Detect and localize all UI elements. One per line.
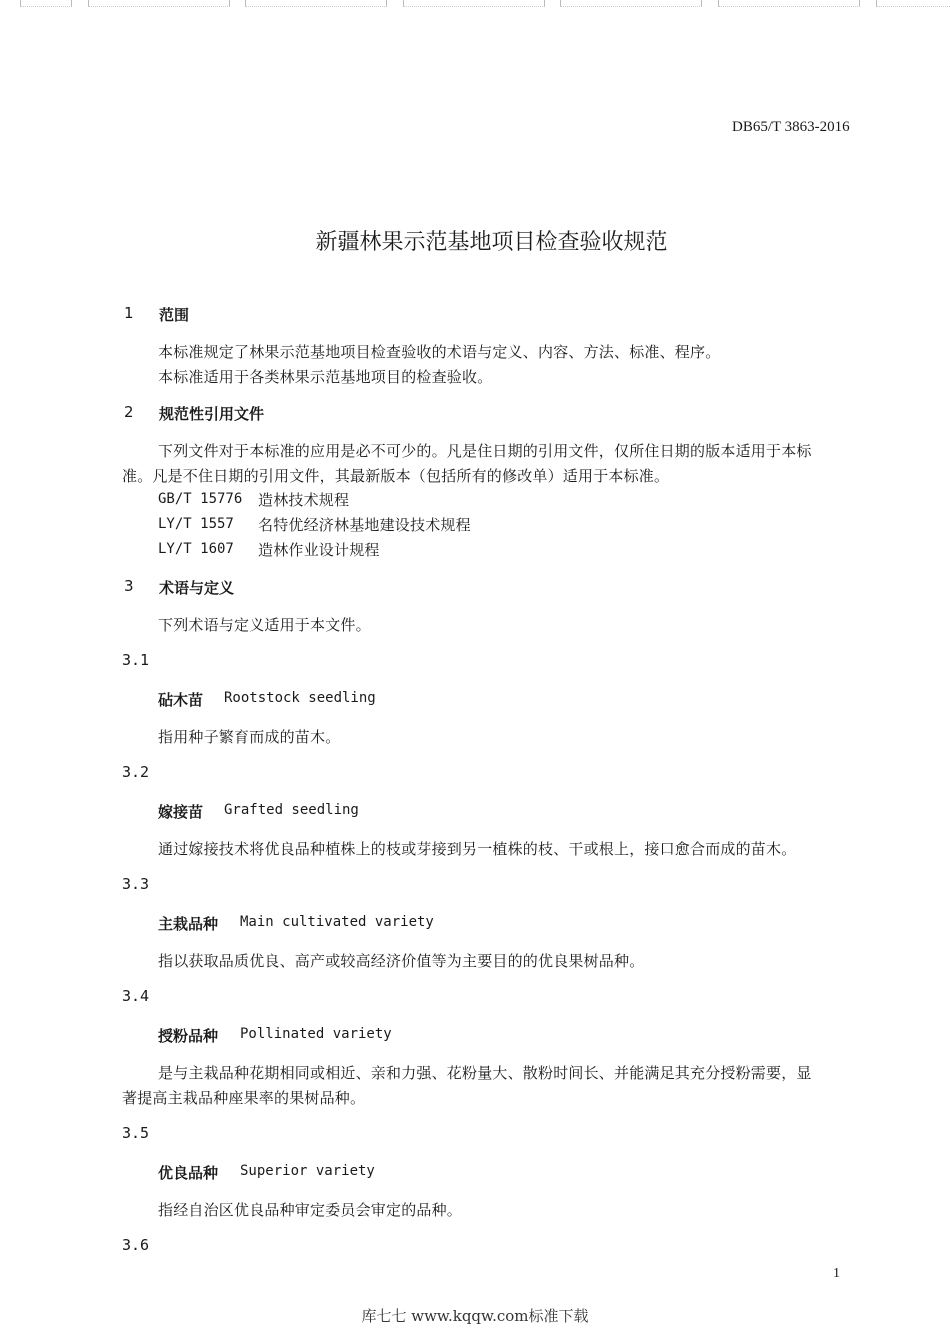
- paragraph: 下列术语与定义适用于本文件。: [158, 616, 371, 634]
- term-english: Grafted seedling: [224, 802, 359, 818]
- section-heading: 术语与定义: [159, 579, 235, 597]
- clause-number: 3.1: [122, 651, 150, 669]
- reference-code: LY/T 1607: [158, 541, 234, 557]
- term-english: Main cultivated variety: [240, 914, 434, 930]
- clause-number: 3.3: [122, 875, 150, 893]
- footer-watermark: 库七七 www.kqqw.com标准下载: [361, 1307, 589, 1325]
- clause-number: 3.6: [122, 1236, 150, 1254]
- reference-code: GB/T 15776: [158, 491, 243, 507]
- paragraph: 下列文件对于本标准的应用是必不可少的。凡是住日期的引用文件，仅所住日期的版本适用于本标: [158, 442, 812, 460]
- clause-number: 3.2: [122, 763, 150, 781]
- paragraph: 本标准规定了林果示范基地项目检查验收的术语与定义、内容、方法、标准、程序。: [158, 343, 721, 361]
- page-number: 1: [833, 1266, 840, 1281]
- term-chinese: 授粉品种: [158, 1027, 219, 1045]
- paragraph: 本标准适用于各类林果示范基地项目的检查验收。: [158, 368, 493, 386]
- document-number: DB65/T 3863-2016: [732, 119, 850, 135]
- paragraph: 准。凡是不住日期的引用文件，其最新版本（包括所有的修改单）适用于本标准。: [122, 467, 670, 485]
- term-chinese: 嫁接苗: [158, 803, 204, 821]
- term-chinese: 优良品种: [158, 1164, 219, 1182]
- term-definition: 著提高主栽品种座果率的果树品种。: [122, 1089, 366, 1107]
- section-heading: 范围: [159, 306, 190, 324]
- reference-code: LY/T 1557: [158, 516, 234, 532]
- scan-top-edge: [0, 0, 950, 8]
- section-heading: 规范性引用文件: [159, 405, 265, 423]
- clause-number: 3.5: [122, 1124, 150, 1142]
- section-number: 3: [124, 577, 134, 595]
- term-chinese: 主栽品种: [158, 915, 219, 933]
- term-definition: 通过嫁接技术将优良品种植株上的枝或芽接到另一植株的枝、干或根上，接口愈合而成的苗木。: [158, 840, 797, 858]
- term-definition: 指以获取品质优良、高产或较高经济价值等为主要目的的优良果树品种。: [158, 952, 645, 970]
- term-chinese: 砧木苗: [158, 691, 204, 709]
- section-number: 2: [124, 403, 134, 421]
- term-english: Rootstock seedling: [224, 690, 376, 706]
- term-english: Superior variety: [240, 1163, 375, 1179]
- term-definition: 指经自治区优良品种审定委员会审定的品种。: [158, 1201, 463, 1219]
- reference-title: 名特优经济林基地建设技术规程: [258, 516, 471, 534]
- section-number: 1: [124, 304, 134, 322]
- document-title: 新疆林果示范基地项目检查验收规范: [315, 230, 668, 255]
- reference-title: 造林技术规程: [258, 491, 350, 509]
- term-english: Pollinated variety: [240, 1026, 392, 1042]
- term-definition: 指用种子繁育而成的苗木。: [158, 728, 341, 746]
- reference-title: 造林作业设计规程: [258, 541, 380, 559]
- clause-number: 3.4: [122, 987, 150, 1005]
- term-definition: 是与主栽品种花期相同或相近、亲和力强、花粉量大、散粉时间长、并能满足其充分授粉需要，显: [158, 1064, 812, 1082]
